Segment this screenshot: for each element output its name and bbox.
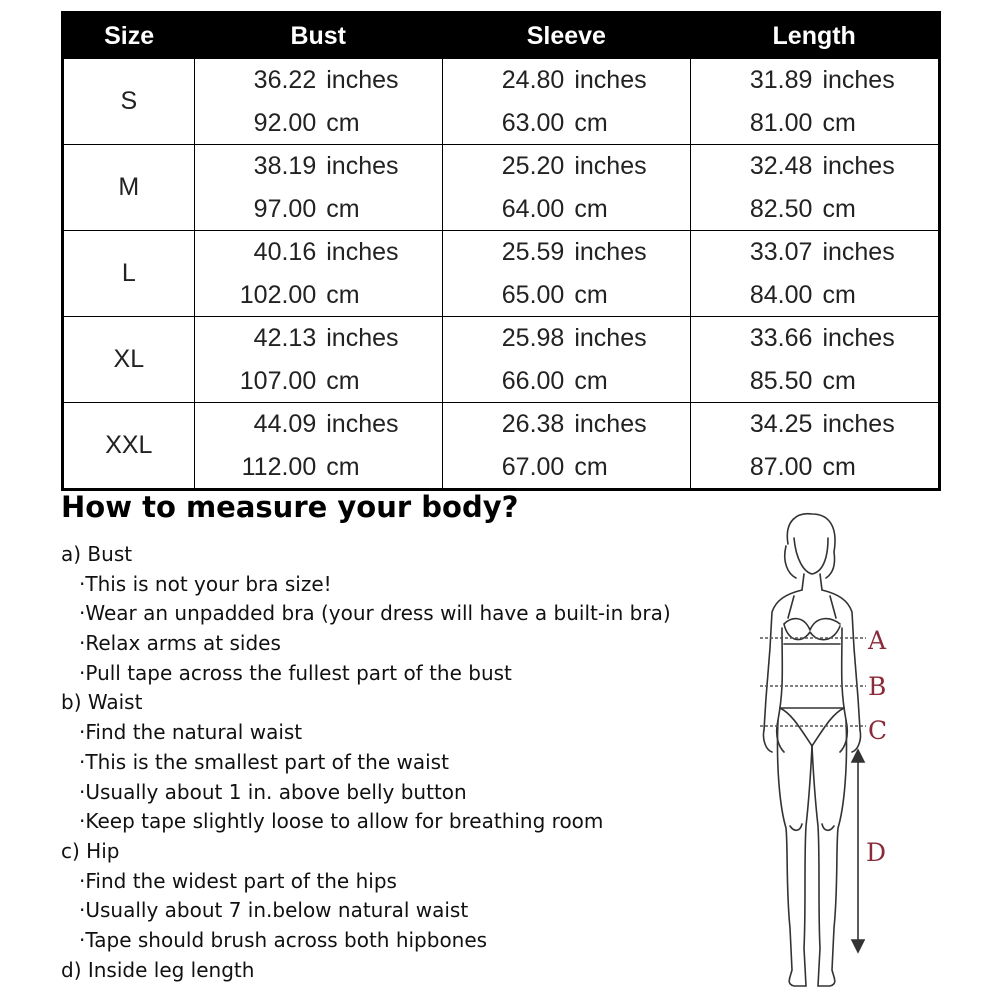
bust-in-value [195, 403, 442, 446]
label-d: D [866, 838, 887, 867]
length-cell [690, 145, 939, 231]
label-c: C [868, 716, 888, 745]
measurement-unit: cm [822, 108, 856, 137]
label-b: B [868, 672, 887, 701]
bust-cell [194, 317, 442, 403]
table-row [63, 403, 940, 490]
measurement-unit: inches [574, 238, 647, 266]
measurement-unit: inches [822, 238, 895, 266]
measurement-number: 36.22 [253, 66, 317, 94]
measurement-unit: inches [822, 66, 895, 94]
guide-section-title: d) Inside leg length [61, 957, 255, 982]
measurement-number: 34.25 [749, 410, 813, 438]
guide-section-title: b) Waist [61, 690, 143, 715]
measurement-number: 84.00 [749, 280, 813, 309]
sleeve-cell [442, 231, 690, 317]
measurement-unit: cm [326, 452, 360, 481]
measurement-number: 92.00 [253, 108, 317, 137]
measurement-number: 33.07 [749, 238, 813, 266]
measurement-unit: cm [574, 280, 608, 309]
measurement-unit: cm [326, 194, 360, 223]
measurement-unit: inches [326, 66, 399, 94]
measurement-unit: cm [574, 366, 608, 395]
bust-cm-value [195, 102, 442, 145]
sleeve-in-value [443, 403, 690, 446]
length-cm-value [691, 188, 938, 231]
sleeve-cm-value [443, 360, 690, 403]
measurement-unit: inches [822, 324, 895, 352]
measurement-unit: cm [326, 366, 360, 395]
measurement-unit: cm [574, 194, 608, 223]
sleeve-in-value [443, 59, 690, 102]
sleeve-cell [442, 403, 690, 490]
bust-cell [194, 59, 442, 145]
body-measurement-figure [740, 508, 900, 998]
guide-tip: ·Usually about 7 in.below natural waist [79, 898, 469, 923]
measurement-number: 97.00 [253, 194, 317, 223]
measurement-unit: inches [574, 324, 647, 352]
bust-cm-value [195, 446, 442, 489]
bust-cell [194, 145, 442, 231]
bust-in-value [195, 231, 442, 274]
sleeve-cm-value [443, 446, 690, 489]
measurement-number: 33.66 [749, 324, 813, 352]
measurement-number: 66.00 [501, 366, 565, 395]
bust-in-value [195, 317, 442, 360]
guide-tip: ·Keep tape slightly loose to allow for breathing room [79, 809, 604, 834]
table-header-row [63, 13, 940, 59]
length-in-value [691, 403, 938, 446]
measurement-number: 26.38 [501, 410, 565, 438]
measurement-number: 107.00 [239, 366, 317, 395]
table-body [63, 59, 940, 490]
guide-tip: ·Relax arms at sides [79, 631, 281, 656]
guide-section-title: c) Hip [61, 838, 120, 863]
bust-cm-value [195, 360, 442, 403]
guide-tip: ·Wear an unpadded bra (your dress will have a built-in bra) [79, 601, 671, 626]
measurement-unit: cm [574, 108, 608, 137]
header-size: Size [63, 13, 195, 59]
label-a: A [868, 626, 887, 655]
measurement-number: 31.89 [749, 66, 813, 94]
measurement-unit: cm [822, 280, 856, 309]
length-in-value [691, 59, 938, 102]
length-cm-value [691, 446, 938, 489]
bust-cm-value [195, 274, 442, 317]
sleeve-in-value [443, 145, 690, 188]
length-cell [690, 59, 939, 145]
measurement-unit: cm [326, 280, 360, 309]
measurement-unit: inches [574, 152, 647, 180]
guide-tip: ·This is the smallest part of the waist [79, 749, 449, 774]
measurement-number: 112.00 [241, 452, 317, 481]
size-chart-table [61, 11, 941, 491]
bust-cell [194, 231, 442, 317]
size-cell: M [63, 145, 195, 231]
header-sleeve: Sleeve [442, 13, 690, 59]
length-cell [690, 403, 939, 490]
size-cell: S [63, 59, 195, 145]
measurement-number: 25.98 [501, 324, 565, 352]
measurement-number: 24.80 [501, 66, 565, 94]
measurement-unit: inches [326, 152, 399, 180]
guide-tip: ·Pull tape across the fullest part of the bust [79, 660, 512, 685]
guide-tip: ·This is not your bra size! [79, 571, 332, 596]
measurement-unit: inches [822, 152, 895, 180]
measurement-number: 32.48 [749, 152, 813, 180]
length-cm-value [691, 360, 938, 403]
bust-in-value [195, 145, 442, 188]
sleeve-cell [442, 145, 690, 231]
measurement-number: 65.00 [501, 280, 565, 309]
length-in-value [691, 231, 938, 274]
measurement-number: 67.00 [501, 452, 565, 481]
measurement-number: 38.19 [253, 152, 317, 180]
measurement-unit: cm [822, 452, 856, 481]
header-length: Length [690, 13, 939, 59]
measurement-unit: cm [822, 366, 856, 395]
measurement-number: 81.00 [749, 108, 813, 137]
measurement-number: 44.09 [253, 410, 317, 438]
table-row [63, 145, 940, 231]
measurement-unit: inches [326, 324, 399, 352]
measurement-number: 82.50 [749, 194, 813, 223]
size-cell: XXL [63, 403, 195, 490]
sleeve-cell [442, 317, 690, 403]
measurement-number: 42.13 [253, 324, 317, 352]
size-cell: XL [63, 317, 195, 403]
measurement-unit: inches [822, 410, 895, 438]
sleeve-cell [442, 59, 690, 145]
measurement-number: 25.20 [501, 152, 565, 180]
measurement-unit: cm [822, 194, 856, 223]
header-bust: Bust [194, 13, 442, 59]
table-row [63, 231, 940, 317]
bust-in-value [195, 59, 442, 102]
measurement-unit: cm [326, 108, 360, 137]
guide-tip: ·Usually about 1 in. above belly button [79, 779, 467, 804]
guide-title: How to measure your body? [61, 490, 519, 524]
length-cell [690, 231, 939, 317]
measurement-unit: inches [326, 410, 399, 438]
bust-cell [194, 403, 442, 490]
length-cell [690, 317, 939, 403]
length-in-value [691, 317, 938, 360]
measurement-unit: inches [326, 238, 399, 266]
sleeve-in-value [443, 231, 690, 274]
guide-section-title: a) Bust [61, 542, 133, 566]
table-row [63, 317, 940, 403]
measurement-number: 63.00 [501, 108, 565, 137]
measurement-guide [61, 540, 701, 985]
guide-tip: ·Find the natural waist [79, 720, 303, 745]
measurement-number: 64.00 [501, 194, 565, 223]
length-cm-value [691, 274, 938, 317]
measurement-number: 85.50 [749, 366, 813, 395]
sleeve-in-value [443, 317, 690, 360]
measurement-unit: cm [574, 452, 608, 481]
woman-outline-illustration [740, 508, 900, 998]
bust-cm-value [195, 188, 442, 231]
table-row [63, 59, 940, 145]
measurement-unit: inches [574, 410, 647, 438]
size-cell: L [63, 231, 195, 317]
guide-tip: ·Find the widest part of the hips [79, 868, 397, 893]
measurement-number: 40.16 [253, 238, 317, 266]
measurement-number: 102.00 [239, 280, 317, 309]
length-in-value [691, 145, 938, 188]
sleeve-cm-value [443, 188, 690, 231]
sleeve-cm-value [443, 102, 690, 145]
measurement-number: 25.59 [501, 238, 565, 266]
measurement-unit: inches [574, 66, 647, 94]
sleeve-cm-value [443, 274, 690, 317]
measurement-number: 87.00 [749, 452, 813, 481]
length-cm-value [691, 102, 938, 145]
guide-tip: ·Tape should brush across both hipbones [79, 927, 488, 952]
